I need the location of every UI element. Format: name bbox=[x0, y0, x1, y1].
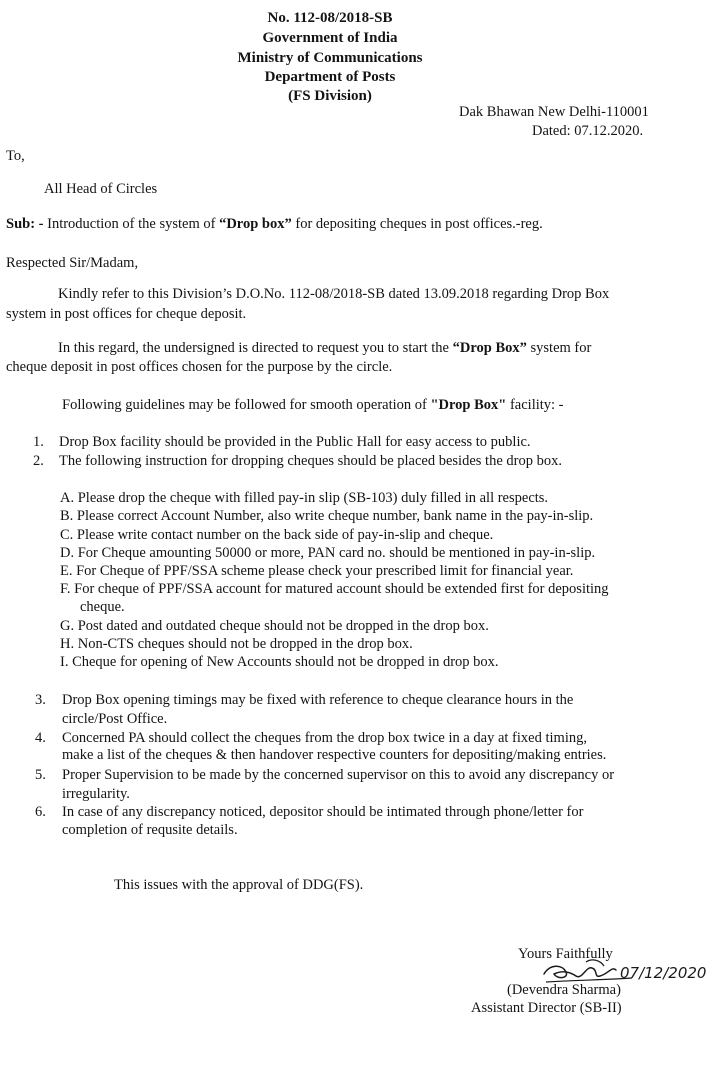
para3-post: facility: - bbox=[506, 397, 564, 413]
subject-text-pre: Introduction of the system of bbox=[47, 216, 220, 232]
to-label: To, bbox=[6, 148, 25, 164]
subject-line bbox=[6, 216, 543, 233]
list-item: G. Post dated and outdated cheque should not be dropped in the drop box. bbox=[60, 618, 489, 634]
para3-pre: Following guidelines may be followed for smooth operation of bbox=[62, 397, 431, 413]
subject-label: Sub: - bbox=[6, 216, 44, 232]
subject-text-post: for depositing cheques in post offices.-reg. bbox=[291, 216, 543, 232]
list-item: H. Non-CTS cheques should not be dropped in the drop box. bbox=[60, 636, 413, 652]
signature-date: 07/12/2020 bbox=[620, 964, 707, 982]
item-text: Concerned PA should collect the cheques from the drop box twice in a day at fixed timing, bbox=[62, 730, 587, 746]
ministry-name: Ministry of Communications bbox=[237, 50, 423, 66]
signatory-designation: Assistant Director (SB-II) bbox=[471, 1000, 622, 1016]
para2-line2: cheque deposit in post offices chosen for the purpose by the circle. bbox=[6, 359, 393, 375]
item-text: In case of any discrepancy noticed, depositor should be intimated through phone/letter for bbox=[62, 804, 584, 820]
list-item: D. For Cheque amounting 50000 or more, PAN card no. should be mentioned in pay-in-slip. bbox=[60, 545, 596, 561]
para1-line1: Kindly refer to this Division’s D.O.No. 112-08/2018-SB dated 13.09.2018 regarding Drop Box bbox=[58, 286, 610, 302]
department-name: Department of Posts bbox=[264, 69, 396, 85]
item-text-continuation: make a list of the cheques & then handover respective counters for depositing/making entries. bbox=[62, 747, 607, 763]
list-item: I. Cheque for opening of New Accounts should not be dropped in drop box. bbox=[60, 654, 499, 670]
item-text-continuation: irregularity. bbox=[62, 786, 130, 802]
list-item: B. Please correct Account Number, also write cheque number, bank name in the pay-in-slip. bbox=[60, 508, 594, 524]
list-item-continuation: cheque. bbox=[80, 599, 125, 615]
list-item: F. For cheque of PPF/SSA account for matured account should be extended first for depositing bbox=[60, 581, 609, 597]
division-name: (FS Division) bbox=[288, 88, 372, 104]
closing: Yours Faithfully bbox=[518, 946, 613, 962]
item-number: 4. bbox=[35, 730, 46, 746]
item-number: 6. bbox=[35, 804, 46, 820]
subject-bold: “Drop box” bbox=[219, 216, 292, 232]
para3 bbox=[62, 397, 564, 414]
item-number: 2. bbox=[33, 453, 44, 469]
para2-pre: In this regard, the undersigned is directed to request you to start the bbox=[58, 340, 453, 356]
government-name: Government of India bbox=[262, 30, 398, 46]
list-item: A. Please drop the cheque with filled pay-in slip (SB-103) duly filled in all respects. bbox=[60, 490, 549, 506]
letter-date: Dated: 07.12.2020. bbox=[532, 123, 644, 139]
item-text: Drop Box facility should be provided in the Public Hall for easy access to public. bbox=[59, 434, 531, 450]
list-item: E. For Cheque of PPF/SSA scheme please check your prescribed limit for financial year. bbox=[60, 563, 574, 579]
item-number: 5. bbox=[35, 767, 46, 783]
item-text: Drop Box opening timings may be fixed with reference to cheque clearance hours in the bbox=[62, 692, 574, 708]
recipient: All Head of Circles bbox=[44, 181, 158, 197]
item-text-continuation: completion of requsite details. bbox=[62, 822, 238, 838]
file-number: No. 112-08/2018-SB bbox=[267, 10, 393, 26]
item-text-continuation: circle/Post Office. bbox=[62, 711, 168, 727]
item-number: 3. bbox=[35, 692, 46, 708]
office-address: Dak Bhawan New Delhi-110001 bbox=[459, 104, 649, 120]
para3-bold: "Drop Box" bbox=[430, 397, 507, 413]
item-text: Proper Supervision to be made by the concerned supervisor on this to avoid any discrepancy or bbox=[62, 767, 615, 783]
para1-line2: system in post offices for cheque deposit. bbox=[6, 306, 247, 322]
salutation: Respected Sir/Madam, bbox=[6, 255, 139, 271]
list-item: C. Please write contact number on the back side of pay-in-slip and cheque. bbox=[60, 527, 494, 543]
signatory-name: (Devendra Sharma) bbox=[507, 982, 621, 998]
item-number: 1. bbox=[33, 434, 44, 450]
para2-line1 bbox=[58, 340, 591, 357]
para2-post: system for bbox=[526, 340, 592, 356]
item-text: The following instruction for dropping cheques should be placed besides the drop box. bbox=[59, 453, 562, 469]
approval-note: This issues with the approval of DDG(FS). bbox=[114, 877, 364, 893]
para2-bold: “Drop Box” bbox=[452, 340, 527, 356]
